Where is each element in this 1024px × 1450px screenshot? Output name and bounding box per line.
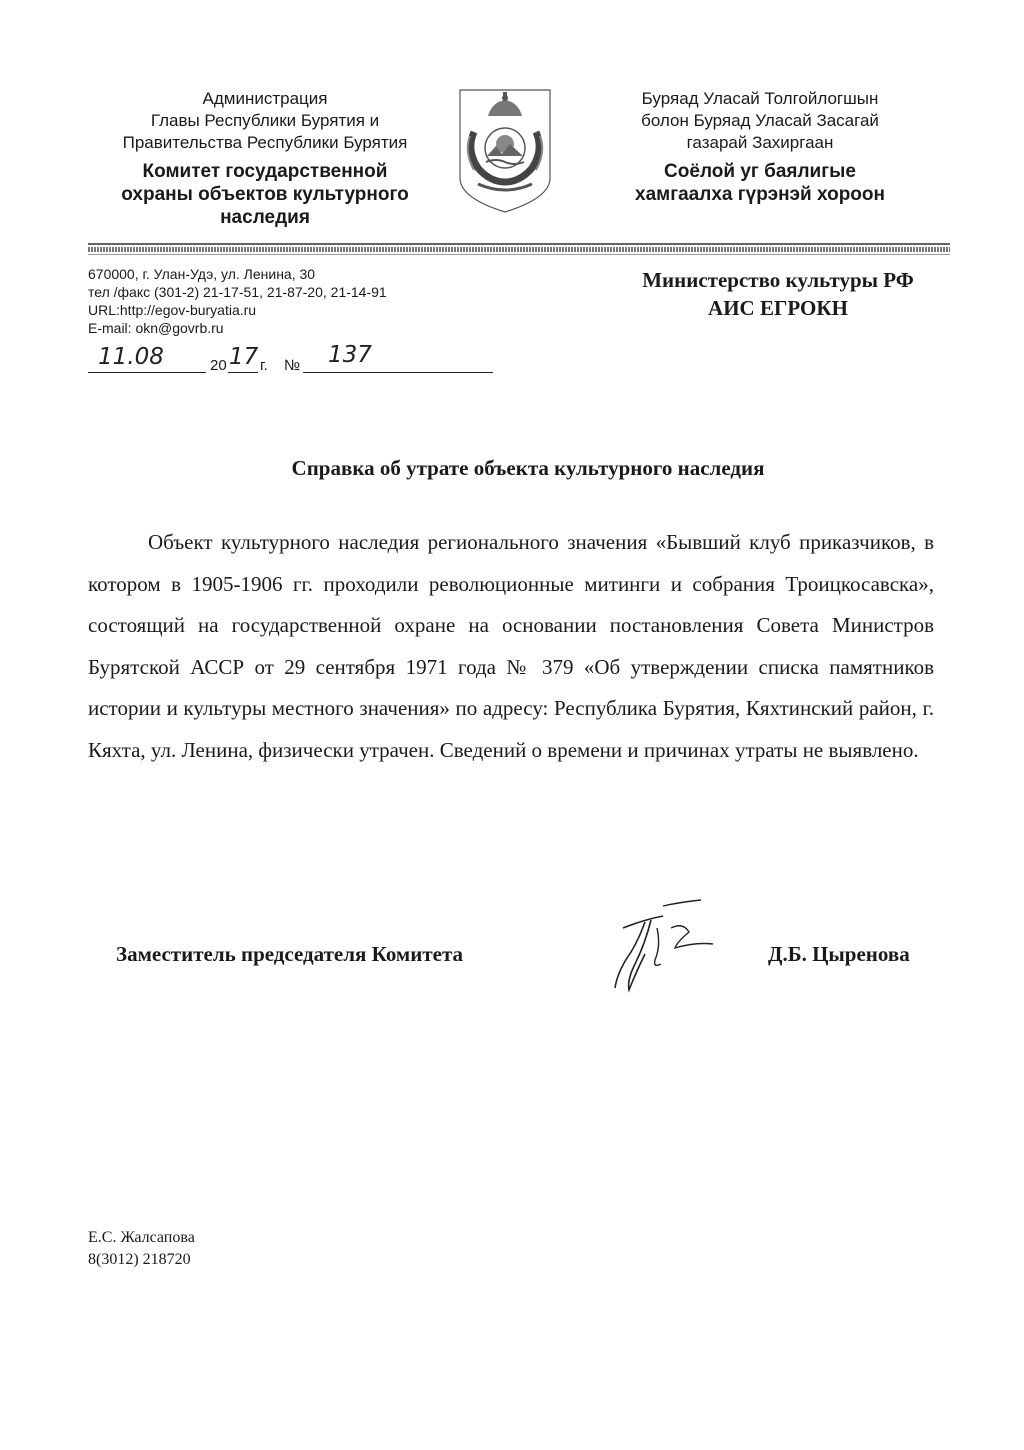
date-underline: [88, 372, 206, 373]
header-right-block: [600, 88, 920, 206]
header-divider-bottom: [88, 254, 950, 255]
executor-name: Е.С. Жалсапова: [88, 1229, 195, 1246]
registration-line: [88, 342, 498, 378]
header-left-line-2: Главы Республики Бурятия и: [150, 111, 380, 130]
header-right-dept-line-1: Соёлой уг баялигые: [664, 161, 856, 182]
header-right-line-2: болон Буряад Уласай Засагай: [641, 111, 879, 130]
header-left-line-1: Администрация: [202, 89, 328, 108]
registration-number: 137: [328, 342, 372, 368]
recipient-block: [608, 266, 948, 322]
executor-block: [88, 1227, 195, 1271]
contact-address: 670000, г. Улан-Удэ, ул. Ленина, 30: [88, 266, 316, 282]
contact-url: URL:http://egov-buryatia.ru: [88, 302, 257, 318]
header-left-dept-line-1: Комитет государственной: [142, 161, 388, 182]
recipient-line-2: АИС ЕГРОКН: [708, 296, 848, 320]
number-label: №: [284, 357, 301, 374]
header-left-dept-line-2: охраны объектов культурного: [121, 184, 409, 205]
coat-of-arms-emblem: [456, 86, 554, 216]
header-right-line-3: газарай Захиргаан: [686, 133, 834, 152]
signatory-position: Заместитель председателя Комитета: [116, 942, 464, 966]
recipient-line-1: Министерство культуры РФ: [642, 268, 914, 292]
header-divider-top: [88, 243, 950, 245]
year-underline: [228, 372, 258, 373]
contact-block: [88, 265, 387, 337]
contact-email: E-mail: okn@govrb.ru: [88, 320, 224, 336]
header-left-line-3: Правительства Республики Бурятия: [122, 133, 408, 152]
document-title: Справка об утрате объекта культурного наследия: [291, 456, 765, 480]
year-prefix: 20: [210, 357, 227, 374]
header-right-department: [600, 160, 920, 206]
year-suffix: г.: [260, 357, 268, 374]
contact-phone: тел /факс (301-2) 21-17-51, 21-87-20, 21-14-91: [88, 284, 387, 300]
executor-phone: 8(3012) 218720: [88, 1251, 191, 1268]
signatory-name: Д.Б. Цыренова: [768, 942, 910, 966]
document-body: Объект культурного наследия регионального значения «Бывший клуб приказчиков, в котором в 1905-1906 гг. проходили революционные митинги и собрания Троицкосавска», состоящий на государственной охране на основании постановления Совета Министров Бурятской АССР от 29 сентября 1971 года № 379 «Об утверждении списка памятников истории и культуры местного значения» по адресу: Республика Бурятия, Кяхтинский район, г. Кяхта, ул. Ленина, физически утрачен. Сведений о времени и причинах утраты не выявлено.: [88, 530, 934, 762]
number-underline: [303, 372, 493, 373]
header-right-dept-line-2: хамгаалха гүрэнэй хороон: [635, 184, 885, 205]
header-left-dept-line-3: наследия: [220, 207, 310, 228]
registration-year: 17: [229, 344, 259, 370]
handwritten-signature: [605, 898, 720, 993]
header-right-line-1: Буряад Уласай Толгойлогшын: [641, 89, 879, 108]
header-left-department: [90, 160, 440, 229]
registration-date: 11.08: [98, 344, 164, 370]
header-left-block: [90, 88, 440, 229]
header-divider-pattern: [88, 247, 950, 252]
